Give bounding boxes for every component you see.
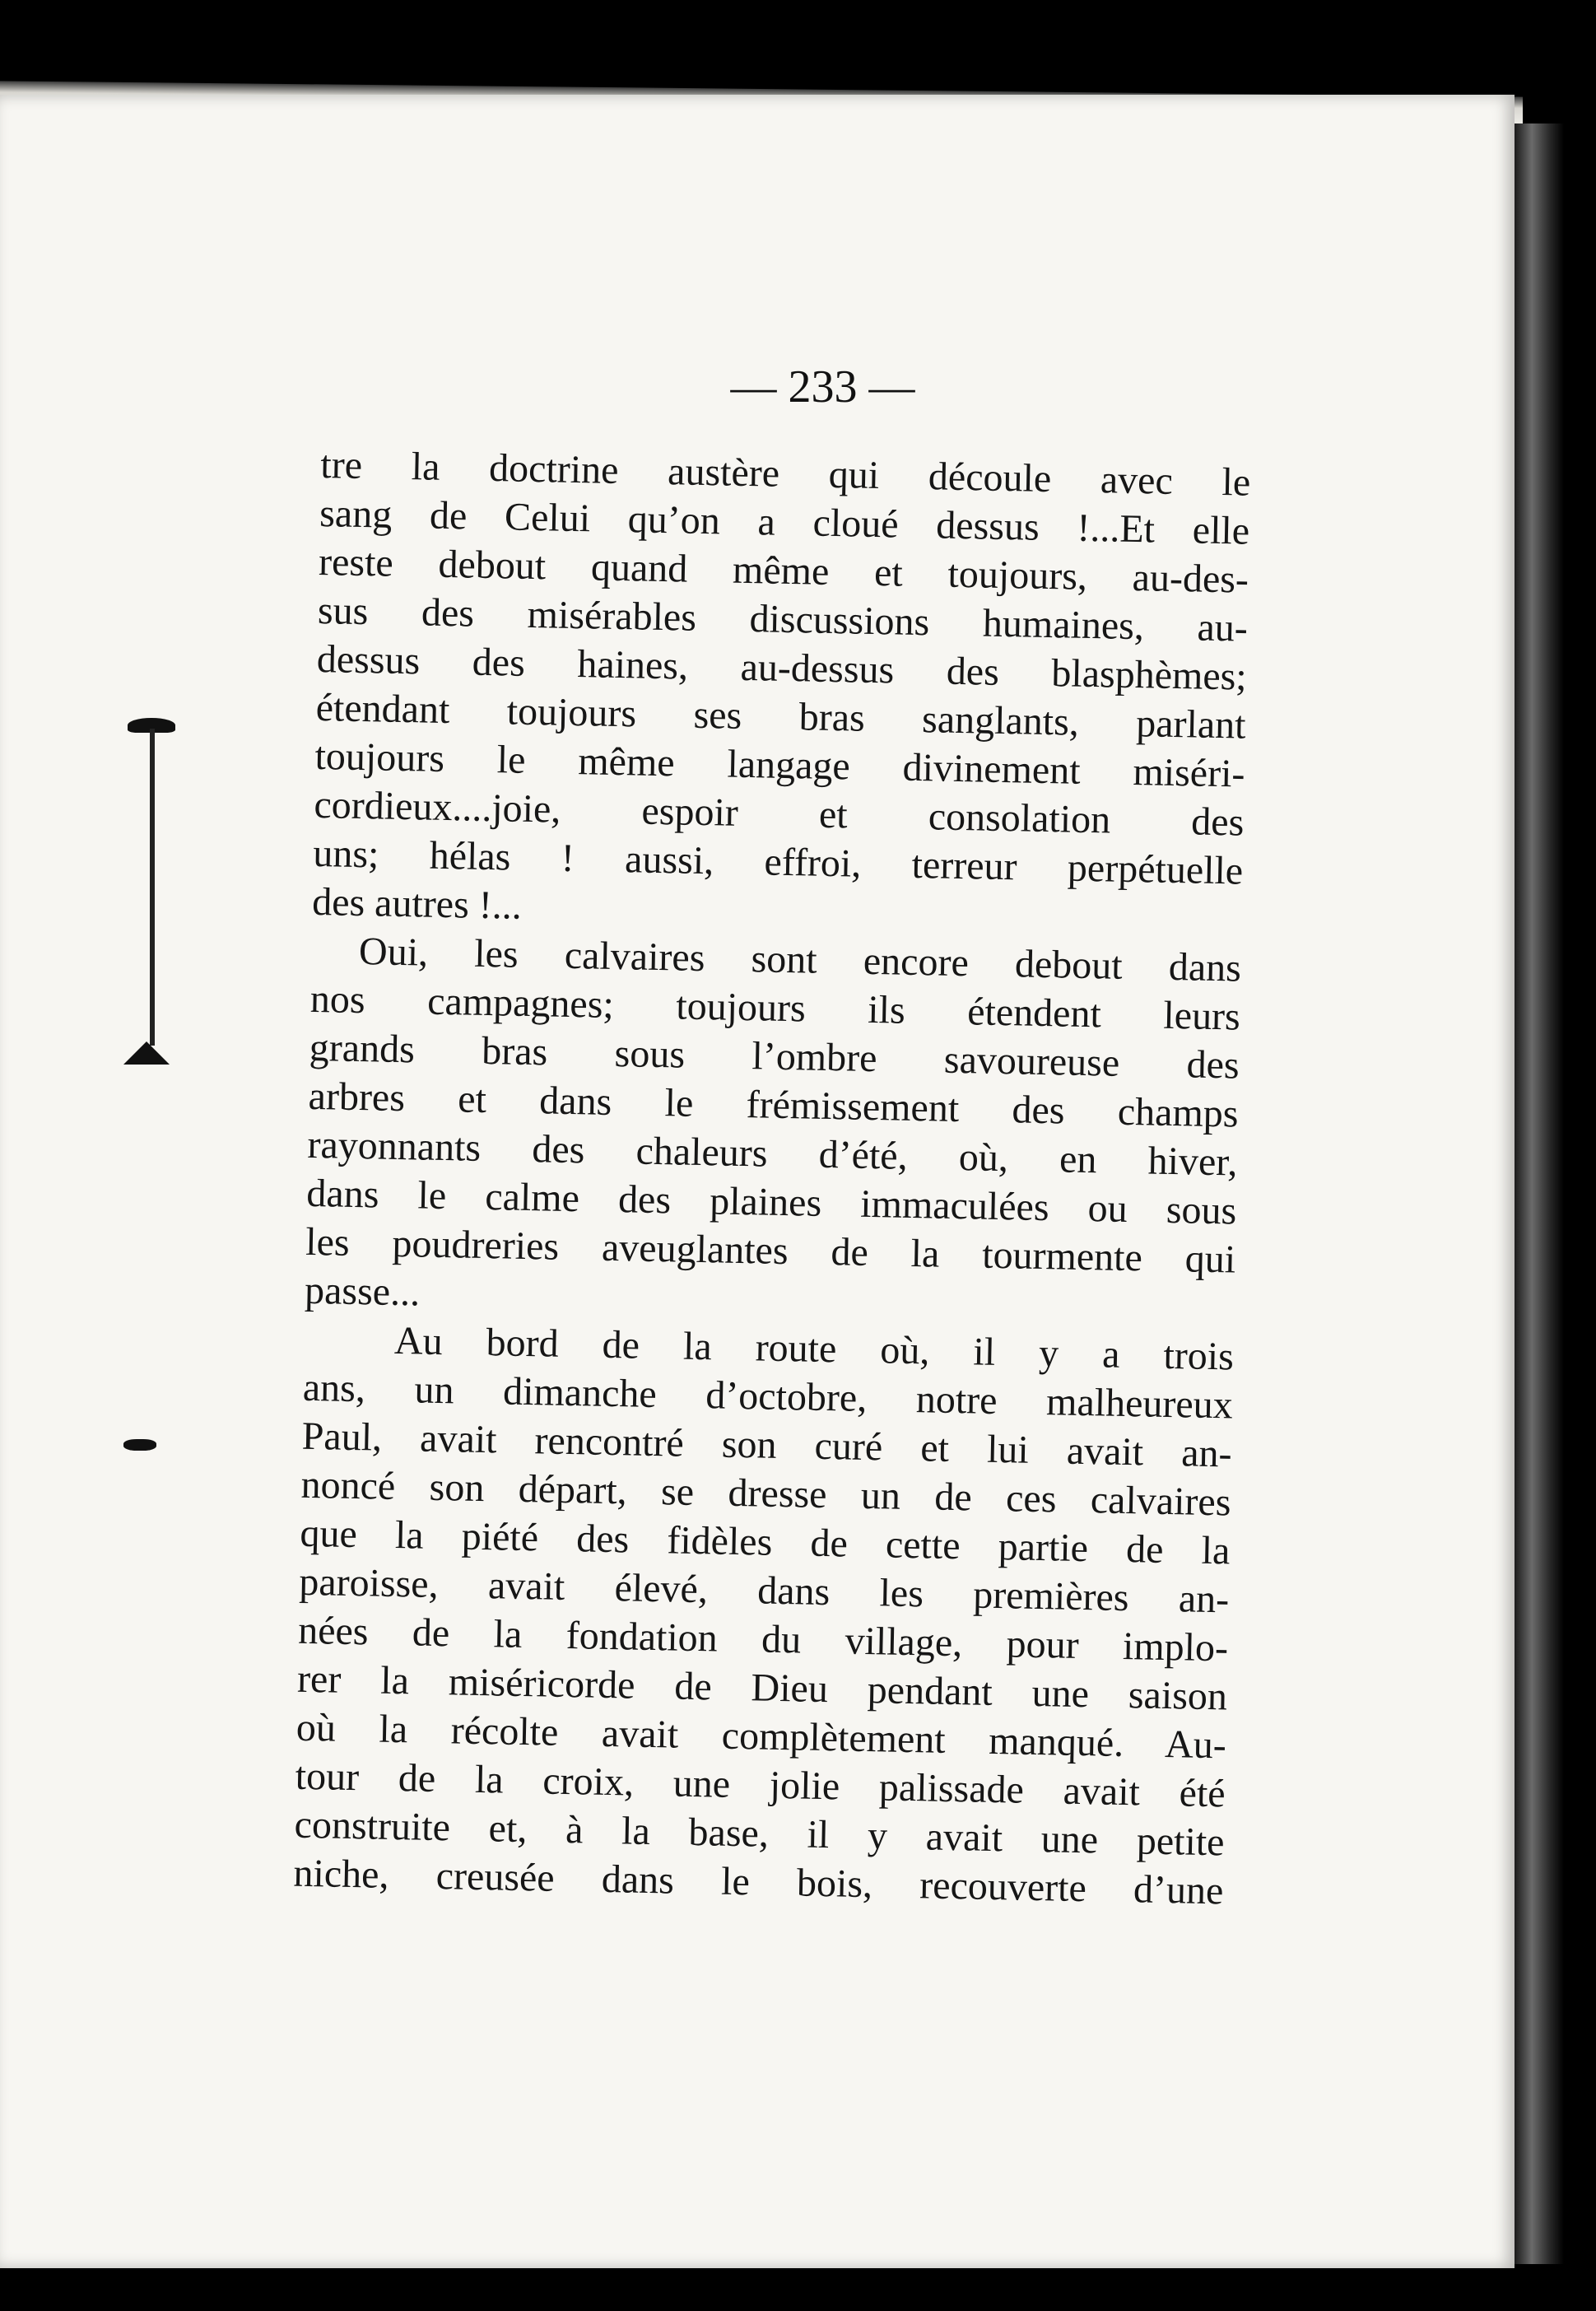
text-line: ans, un dimanche d’octobre, notre malheureux xyxy=(302,1365,1234,1428)
text-line: où la récolte avait complètement manqué. Au- xyxy=(295,1705,1227,1768)
margin-dash-mark xyxy=(123,1439,156,1451)
text-line: étendant toujours ses bras sanglants, parlant xyxy=(315,685,1247,748)
text-line: dessus des haines, au-dessus des blasphèmes; xyxy=(316,636,1248,699)
text-line: que la piété des fidèles de cette partie de la xyxy=(300,1511,1231,1573)
text-line: rer la miséricorde de Dieu pendant une saison xyxy=(296,1656,1228,1719)
text-line: grands bras sous l’ombre savoureuse des xyxy=(309,1025,1240,1088)
text-line: noncé son départ, se dresse un de ces calvaires xyxy=(300,1462,1231,1525)
text-line: sang de Celui qu’on a cloué dessus !...Et elle xyxy=(319,491,1250,553)
page-number: — 233 — xyxy=(730,361,915,412)
text-line: nos campagnes; toujours ils étendent leurs xyxy=(309,976,1241,1039)
text-line: les poudreries aveuglantes de la tourmente qui xyxy=(305,1219,1236,1282)
text-line: Au bord de la route où, il y a trois xyxy=(393,1318,1235,1379)
text-line: reste debout quand même et toujours, au-des- xyxy=(318,539,1249,602)
text-line: construite et, à la base, il y avait une petite xyxy=(294,1802,1226,1865)
text-line: cordieux....joie, espoir et consolation des xyxy=(313,782,1245,845)
text-line: nées de la fondation du village, pour implo- xyxy=(297,1608,1229,1670)
text-line: dans le calme des plaines immaculées ou sous xyxy=(305,1171,1237,1233)
body-text xyxy=(293,440,1251,1915)
text-line: Paul, avait rencontré son curé et lui avait an- xyxy=(301,1414,1233,1476)
text-line: paroisse, avait élevé, dans les premières an- xyxy=(298,1559,1230,1622)
text-line: sus des misérables discussions humaines, au- xyxy=(317,588,1249,650)
margin-vertical-line xyxy=(150,729,155,1046)
text-line: uns; hélas ! aussi, effroi, terreur perpétuelle xyxy=(312,831,1244,893)
text-line: des autres !... xyxy=(311,879,523,928)
text-line: rayonnants des chaleurs d’été, où, en hiver, xyxy=(307,1122,1238,1185)
book-binding-edge xyxy=(1515,123,1564,2264)
text-line: niche, creusée dans le bois, recouverte d’une xyxy=(293,1851,1224,1913)
text-line: tre la doctrine austère qui découle avec le xyxy=(319,442,1251,505)
text-line: tour de la croix, une jolie palissade avait été xyxy=(295,1754,1226,1816)
text-line: passe... xyxy=(304,1268,421,1315)
text-line: toujours le même langage divinement miséri- xyxy=(314,734,1245,796)
text-line: Oui, les calvaires sont encore debout dans xyxy=(358,930,1242,990)
text-line: arbres et dans le frémissement des champs xyxy=(308,1074,1240,1136)
